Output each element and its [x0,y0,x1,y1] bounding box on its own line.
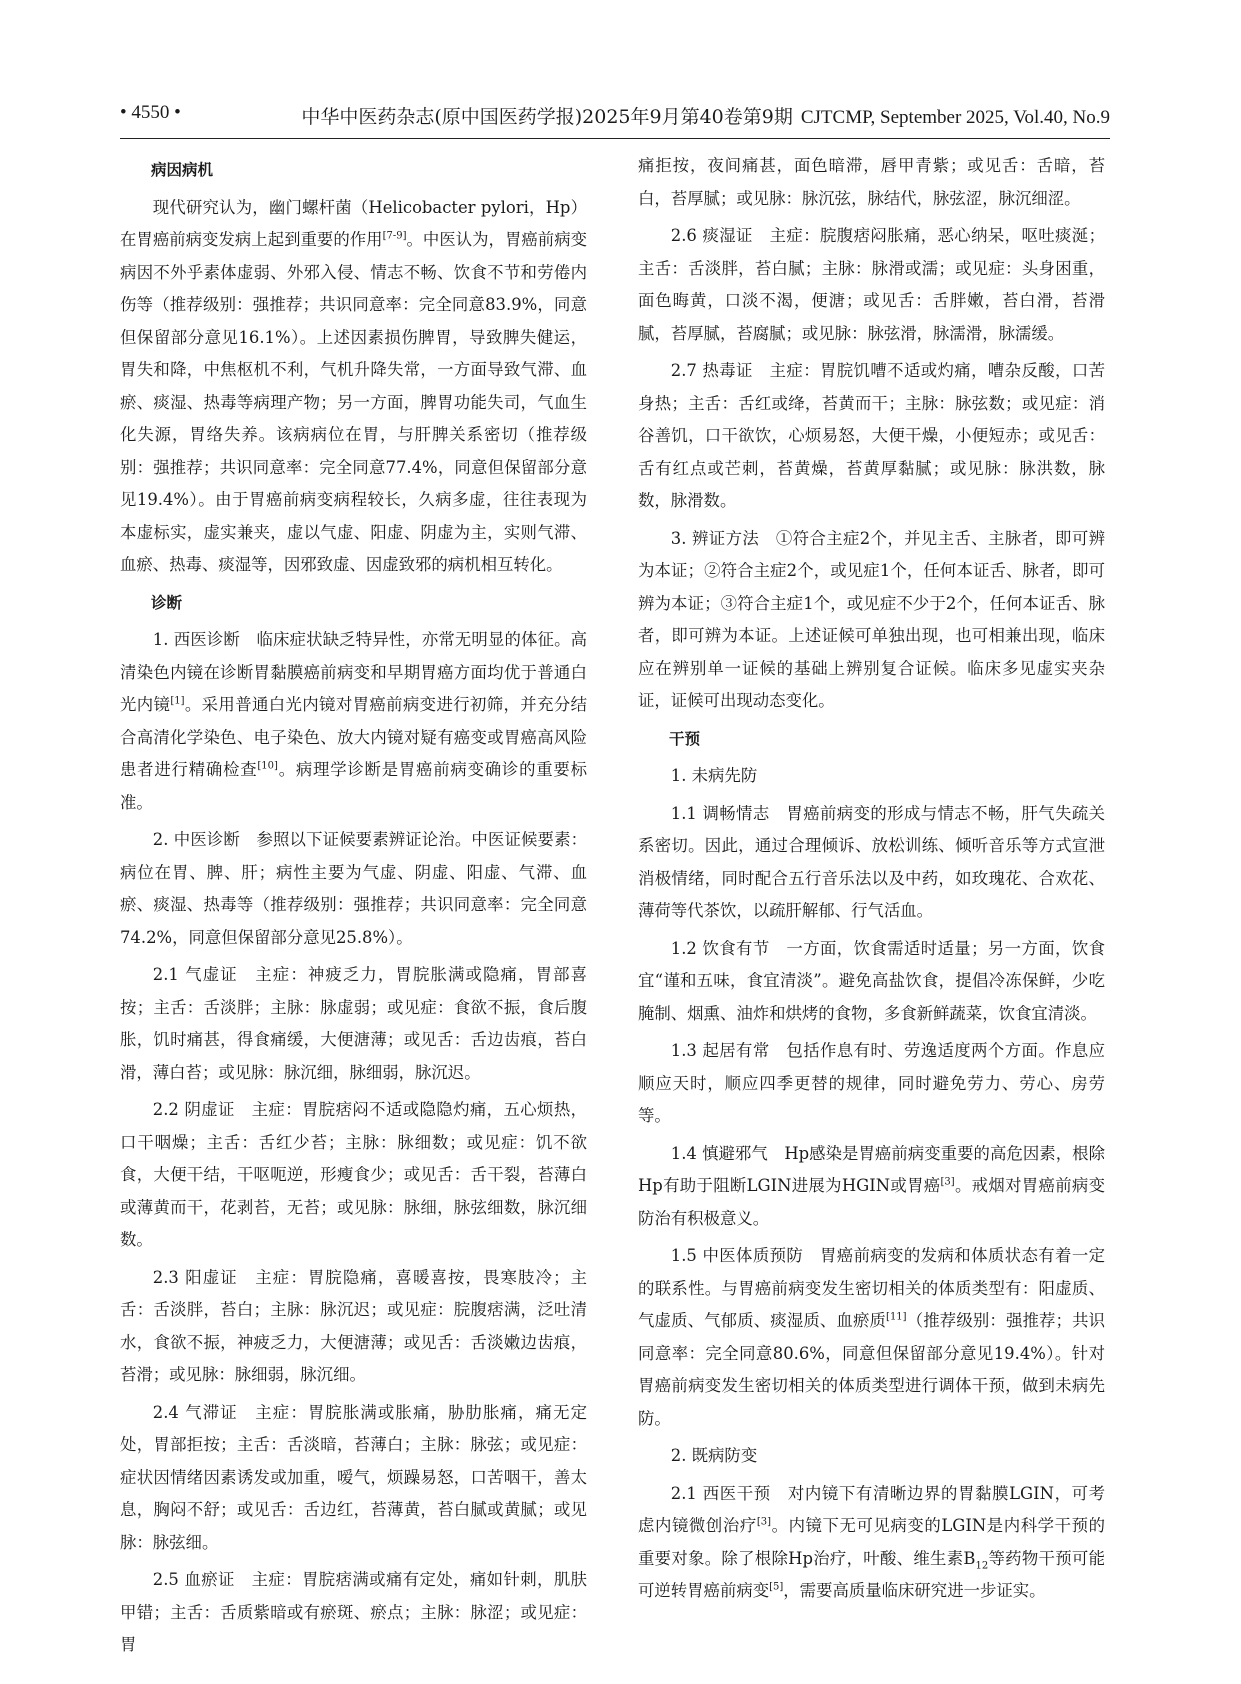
paragraph-yang-deficiency: 2.3 阳虚证 主症：胃脘隐痛，喜暖喜按，畏寒肢冷；主舌：舌淡胖，苔白；主脉：脉沉迟；或见症：脘腹痞满，泛吐清水，食欲不振，神疲乏力，大便溏薄；或见舌：舌淡嫩边齿痕，苔滑；或见脉：脉细弱，脉沉细。 [120,1267,588,1384]
subheading: 2.5 血瘀证 [152,1570,235,1589]
paragraph-emotion: 1.1 调畅情志 胃癌前病变的形成与情志不畅，肝气失疏关系密切。因此，通过合理倾诉、放松训练、倾听音乐等方式宣泄消极情绪，同时配合五行音乐法以及中药，如玫瑰花、合欢花、薄荷等代茶饮，以疏肝解郁、行气活血。 [638,803,1105,920]
subheading-prevention: 1. 未病先防 [670,766,758,785]
citation: [1] [170,695,185,707]
running-header [120,98,1110,139]
paragraph-constitution: 1.5 中医体质预防 胃癌前病变的发病和体质状态有着一定的联系性。与胃癌前病变发生密切相关的体质类型有：阳虚质、气虚质、气郁质、痰湿质、血瘀质[11]（推荐级别：强推荐；共识同意率：完全同意80.6%，同意但保留部分意见19.4%）。针对胃癌前病变发生密切相关的体质类型进行调体干预，做到未病先防。 [638,1246,1106,1428]
subheading: 1.3 起居有常 [670,1041,770,1060]
journal-citation [301,102,1110,129]
subheading: 2.4 气滞证 [152,1402,238,1422]
subscript: 12 [975,1559,989,1571]
subheading: 2.7 热毒证 [670,361,753,380]
paragraph-phlegm-dampness: 2.6 痰湿证 主症：脘腹痞闷胀痛，恶心纳呆，呕吐痰涎；主舌：舌淡胖，苔白腻；主脉：脉滑或濡；或见症：头身困重，面色晦黄，口淡不渴，便溏；或见舌：舌胖嫩，苔白滑，苔滑腻，苔厚腻，苔腐腻；或见脉：脉弦滑，脉濡滑，脉濡缓。 [638,226,1106,343]
subheading: 3. 辨证方法 [670,528,760,548]
paragraph-western-intervention: 2.1 西医干预 对内镜下有清晰边界的胃黏膜LGIN，可考虑内镜微创治疗[3]。内镜下无可见病变的LGIN是内科学干预的重要对象。除了根除Hp治疗，叶酸、维生素$B_{12}$等药物干预可能可逆转胃癌前病变[5]，需要高质量临床研究进一步证实。 [638,1483,1106,1600]
paragraph-differentiation-method: 3. 辨证方法 ①符合主症2个，并见主舌、主脉者，即可辨为本证；②符合主症2个，或见症1个，任何本证舌、脉者，即可辨为本证；③符合主症1个，或见症不少于2个，任何本证舌、脉者，即可辨为本证。上述证候可单独出现，也可相兼出现，临床应在辨别单一证候的基础上辨别复合证候。临床多见虚实夹杂证，证候可出现动态变化。 [638,528,1105,710]
paragraph-blood-stasis: 2.5 血瘀证 主症：胃脘痞满或痛有定处，痛如针刺，肌肤甲错；主舌：舌质紫暗或有瘀斑、瘀点；主脉：脉涩；或见症：胃 [120,1570,588,1654]
right-column [638,150,1105,1613]
citation: [3] [756,1516,772,1528]
citation: [11] [886,1311,907,1323]
paragraph-qi-deficiency: 2.1 气虚证 主症：神疲乏力，胃脘胀满或隐痛，胃部喜按；主舌：舌淡胖；主脉：脉虚弱；或见症：食欲不振，食后腹胀，饥时痛甚，得食痛缓，大便溏薄；或见舌：舌边齿痕，苔白滑，薄白苔；或见脉：脉沉细，脉细弱，脉沉迟。 [120,965,588,1082]
paragraph-lifestyle: 1.3 起居有常 包括作息有时、劳逸适度两个方面。作息应顺应天时，顺应四季更替的规律，同时避免劳力、劳心、房劳等。 [638,1041,1105,1125]
subheading: 2.6 痰湿证 [670,226,753,245]
paragraph-heat-toxin: 2.7 热毒证 主症：胃脘饥嘈不适或灼痛，嘈杂反酸，口苦身热；主舌：舌红或绛，苔黄而干；主脉：脉弦数；或见症：消谷善饥，口干欲饮，心烦易怒，大便干燥，小便短赤；或见舌：舌有红点或芒刺，苔黄燥，苔黄厚黏腻；或见脉：脉洪数，脉数，脉滑数。 [638,361,1106,510]
citation: [10] [257,760,278,772]
citation: [7-9] [382,230,407,242]
paragraph-yin-deficiency: 2.2 阴虚证 主症：胃脘痞闷不适或隐隐灼痛，五心烦热，口干咽燥；主舌：舌红少苔；主脉：脉细数；或见症：饥不欲食，大便干结，干呕呃逆，形瘦食少；或见舌：舌干裂，苔薄白或薄黄而干，花剥苔，无苔；或见脉：脉细，脉弦细数，脉沉细数。 [120,1100,588,1249]
subheading: 2. 中医诊断 [152,830,240,849]
paragraph-qi-stagnation: 2.4 气滞证 主症：胃脘胀满或胀痛，胁肋胀痛，痛无定处，胃部拒按；主舌：舌淡暗，苔薄白；主脉：脉弦；或见症：症状因情绪因素诱发或加重，嗳气，烦躁易怒，口苦咽干，善太息，胸闷不舒；或见舌：舌边红，苔薄黄，苔白腻或黄腻；或见脉：脉弦细。 [120,1402,588,1552]
subheading: 2.1 气虚证 [152,965,238,984]
subheading: 1.2 饮食有节 [670,938,770,958]
subheading: 2.2 阴虚证 [152,1100,235,1119]
citation: [3] [940,1176,955,1188]
citation: [5] [769,1581,784,1593]
journal-title-en: CJTCMP, September 2025, Vol.40, No.9 [800,107,1110,128]
paragraph-blood-stasis-continued: 痛拒按，夜间痛甚，面色暗滞，唇甲青紫；或见舌：舌暗，苔白，苔厚腻；或见脉：脉沉弦，脉结代，脉弦涩，脉沉细涩。 [638,156,1105,208]
subheading: 2.3 阳虚证 [152,1267,238,1287]
paragraph-tcm-diagnosis: 2. 中医诊断 参照以下证候要素辨证论治。中医证候要素：病位在胃、脾、肝；病性主要为气虚、阴虚、阳虚、气滞、血瘀、痰湿、热毒等（推荐级别：强推荐；共识同意率：完全同意74.2%，同意但保留部分意见25.8%）。 [120,830,588,947]
subheading: 2.1 西医干预 [670,1483,771,1503]
section-heading-intervention: 干预 [669,729,701,748]
subheading: 1. 西医诊断 [152,630,240,649]
paragraph-diet: 1.2 饮食有节 一方面，饮食需适时适量；另一方面，饮食宜“谨和五味，食宜清淡”。避免高盐饮食，提倡冷冻保鲜，少吃腌制、烟熏、油炸和烘烤的食物，多食新鲜蔬菜，饮食宜清淡。 [638,938,1105,1023]
paragraph-etiology: 现代研究认为，幽门螺杆菌（Helicobacter pylori，Hp）在胃癌前病变发病上起到重要的作用[7-9]。中医认为，胃癌前病变病因不外乎素体虚弱、外邪入侵、情志不畅、饮食不节和劳倦内伤等（推荐级别：强推荐；共识同意率：完全同意83.9%，同意但保留部分意见16.1%）。上述因素损伤脾胃，导致脾失健运，胃失和降，中焦枢机不利，气机升降失常，一方面导致气滞、血瘀、痰湿、热毒等病理产物；另一方面，脾胃功能失司，气血生化失源，胃络失养。该病病位在胃，与肝脾关系密切（推荐级别：强推荐；共识同意率：完全同意77.4%，同意但保留部分意见19.4%）。由于胃癌前病变病程较长，久病多虚，往往表现为本虚标实，虚实兼夹，虚以气虚、阳虚、阴虚为主，实则气滞、血瘀、热毒、痰湿等，因邪致虚、因虚致邪的病机相互转化。 [120,197,588,574]
section-heading-etiology: 病因病机 [151,161,214,179]
left-column [120,154,587,1667]
subheading: 1.5 中医体质预防 [670,1246,804,1265]
subheading: 1.4 慎避邪气 [670,1143,768,1163]
paragraph-avoid-pathogens: 1.4 慎避邪气 Hp感染是胃癌前病变重要的高危因素，根除Hp有助于阻断LGIN进展为HGIN或胃癌[3]。戒烟对胃癌前病变防治有积极意义。 [638,1143,1105,1228]
paragraph-western-diagnosis: 1. 西医诊断 临床症状缺乏特异性，亦常无明显的体征。高清染色内镜在诊断胃黏膜癌前病变和早期胃癌方面均优于普通白光内镜[1]。采用普通白光内镜对胃癌前病变进行初筛，并充分结合高清化学染色、电子染色、放大内镜对疑有癌变或胃癌高风险患者进行精确检查[10]。病理学诊断是胃癌前病变确诊的重要标准。 [120,630,588,812]
section-heading-diagnosis: 诊断 [151,593,183,612]
subheading: 1.1 调畅情志 [670,803,770,823]
subheading-progression-prevention: 2. 既病防变 [670,1446,758,1465]
journal-title-cn: 中华中医药杂志(原中国医药学报)2025年9月第40卷第9期 [301,106,793,128]
page-number: • 4550 • [120,102,181,123]
